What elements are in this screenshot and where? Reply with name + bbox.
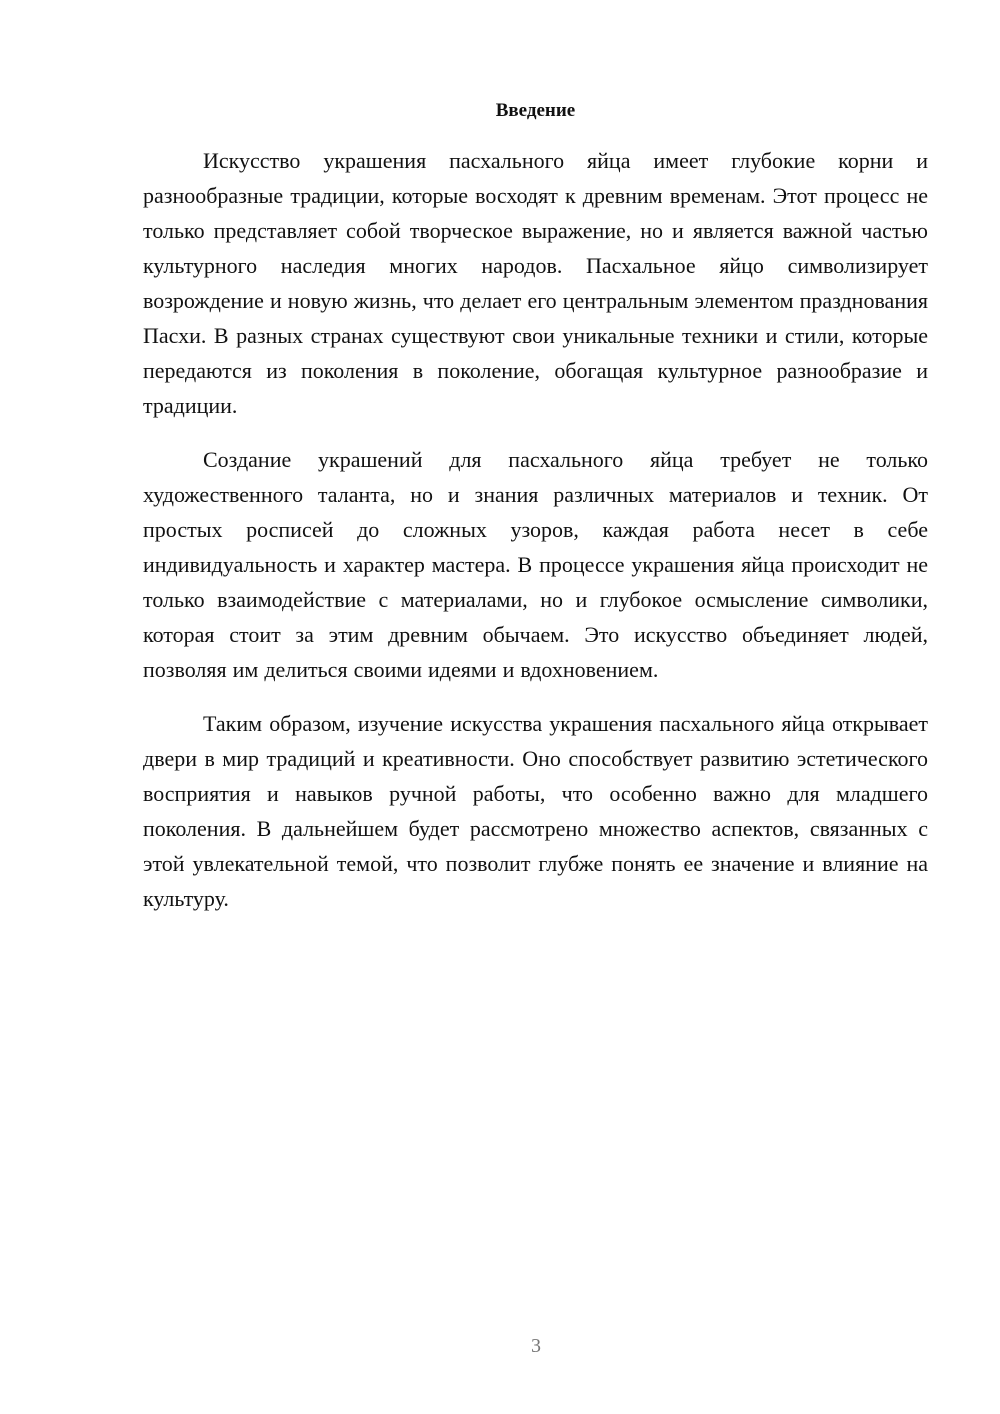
page-number: 3 [531, 1335, 541, 1357]
paragraph-2: Создание украшений для пасхального яйца требует не только художественного таланта, но и знания различных материалов и техник. От простых росписей до сложных узоров, каждая работа несет в себе индивидуальность и характер мастера. В процессе украшения яйца происходит не только взаимодействие с материалами, но и глубокое осмысление символики, которая стоит за этим древним обычаем. Это искусство объединяет людей, позволяя им делиться своими идеями и вдохновением. [143, 447, 928, 682]
section-heading: Введение [495, 100, 576, 121]
body-text [143, 143, 928, 935]
paragraph-1: Искусство украшения пасхального яйца имеет глубокие корни и разнообразные традиции, которые восходят к древним временам. Этот процесс не только представляет собой творческое выражение, но и является важной частью культурного наследия многих народов. Пасхальное яйцо символизирует возрождение и новую жизнь, что делает его центральным элементом празднования Пасхи. В разных странах существуют свои уникальные техники и стили, которые передаются из поколения в поколение, обогащая культурное разнообразие и традиции. [143, 148, 928, 418]
paragraph-3: Таким образом, изучение искусства украшения пасхального яйца открывает двери в мир традиций и креативности. Оно способствует развитию эстетического восприятия и навыков ручной работы, что особенно важно для младшего поколения. В дальнейшем будет рассмотрено множество аспектов, связанных с этой увлекательной темой, что позволит глубже понять ее значение и влияние на культуру. [143, 711, 928, 911]
